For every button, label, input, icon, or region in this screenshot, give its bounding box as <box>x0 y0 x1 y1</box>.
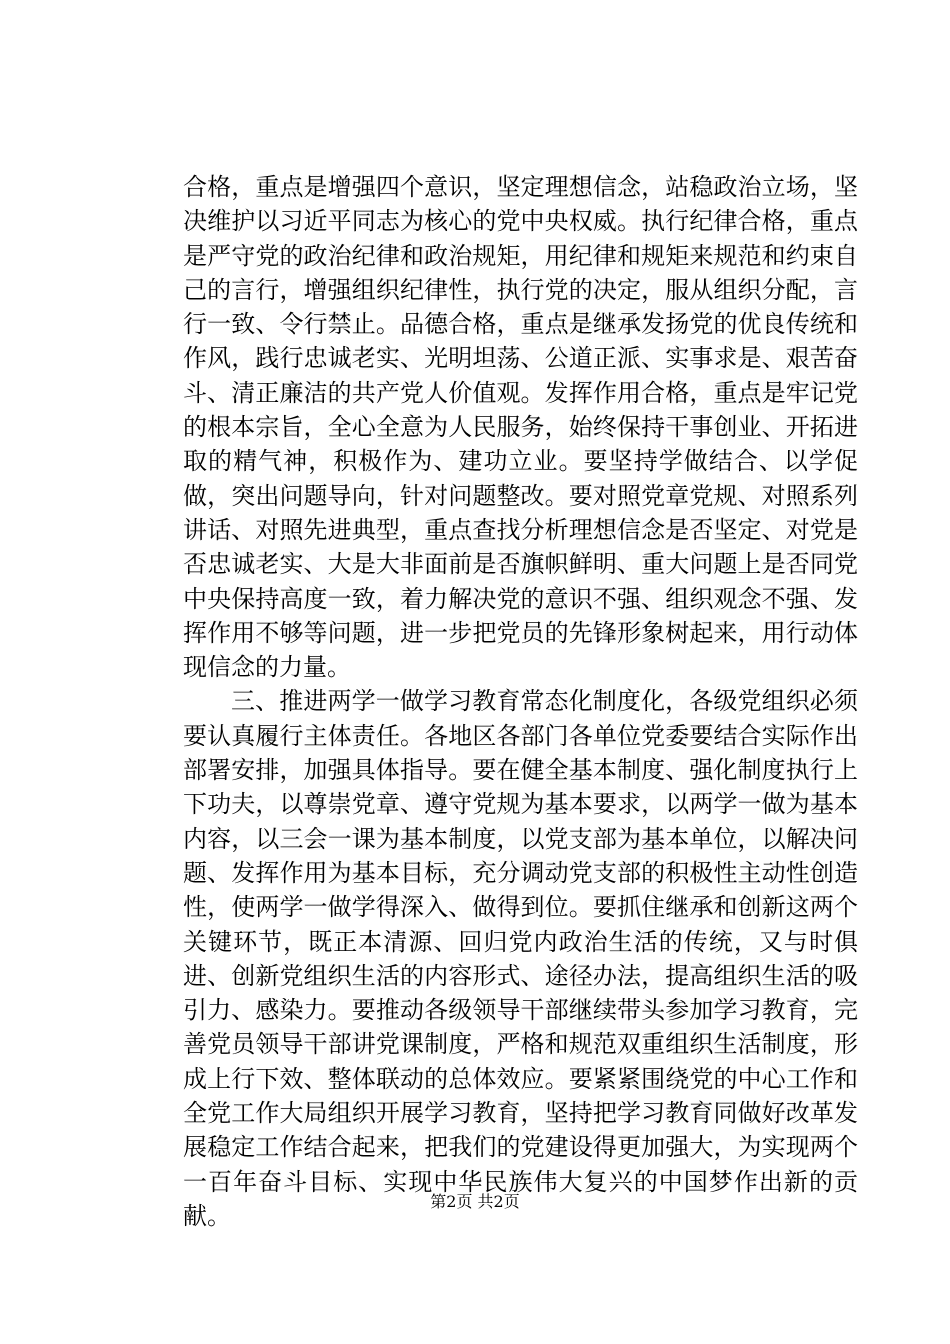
page-number-label: 第2页 共2页 <box>430 1192 520 1211</box>
paragraph-continuation: 合格，重点是增强四个意识，坚定理想信念，站稳政治立场，坚决维护以习近平同志为核心的党中央权威。执行纪律合格，重点是严守党的政治纪律和政治规矩，用纪律和规矩来规范和约束自己的言行，增强组织纪律性，执行党的决定，服从组织分配，言行一致、令行禁止。品德合格，重点是继承发扬党的优良传统和作风，践行忠诚老实、光明坦荡、公道正派、实事求是、艰苦奋斗、清正廉洁的共产党人价值观。发挥作用合格，重点是牢记党的根本宗旨，全心全意为人民服务，始终保持干事创业、开拓进取的精气神，积极作为、建功立业。要坚持学做结合、以学促做，突出问题导向，针对问题整改。要对照党章党规、对照系列讲话、对照先进典型，重点查找分析理想信念是否坚定、对党是否忠诚老实、大是大非面前是否旗帜鲜明、重大问题上是否同党中央保持高度一致，着力解决党的意识不强、组织观念不强、发挥作用不够等问题，进一步把党员的先锋形象树起来，用行动体现信念的力量。 <box>183 173 858 682</box>
paragraph-section-three: 三、推进两学一做学习教育常态化制度化，各级党组织必须要认真履行主体责任。各地区各部门各单位党委要结合实际作出部署安排，加强具体指导。要在健全基本制度、强化制度执行上下功夫，以尊崇党章、遵守党规为基本要求，以两学一做为基本内容，以三会一课为基本制度，以党支部为基本单位，以解决问题、发挥作用为基本目标，充分调动党支部的积极性主动性创造性，使两学一做学得深入、做得到位。要抓住继承和创新这两个关键环节，既正本清源、回归党内政治生活的传统，又与时俱进、创新党组织生活的内容形式、途径办法，提高组织生活的吸引力、感染力。要推动各级领导干部继续带头参加学习教育，完善党员领导干部讲党课制度，严格和规范双重组织生活制度，形成上行下效、整体联动的总体效应。要紧紧围绕党的中心工作和全党工作大局组织开展学习教育，坚持把学习教育同做好改革发展稳定工作结合起来，把我们的党建设得更加强大，为实现两个一百年奋斗目标、实现中华民族伟大复兴的中国梦作出新的贡献。 <box>183 687 858 1230</box>
page-footer <box>0 1190 950 1214</box>
document-body <box>183 170 858 1233</box>
